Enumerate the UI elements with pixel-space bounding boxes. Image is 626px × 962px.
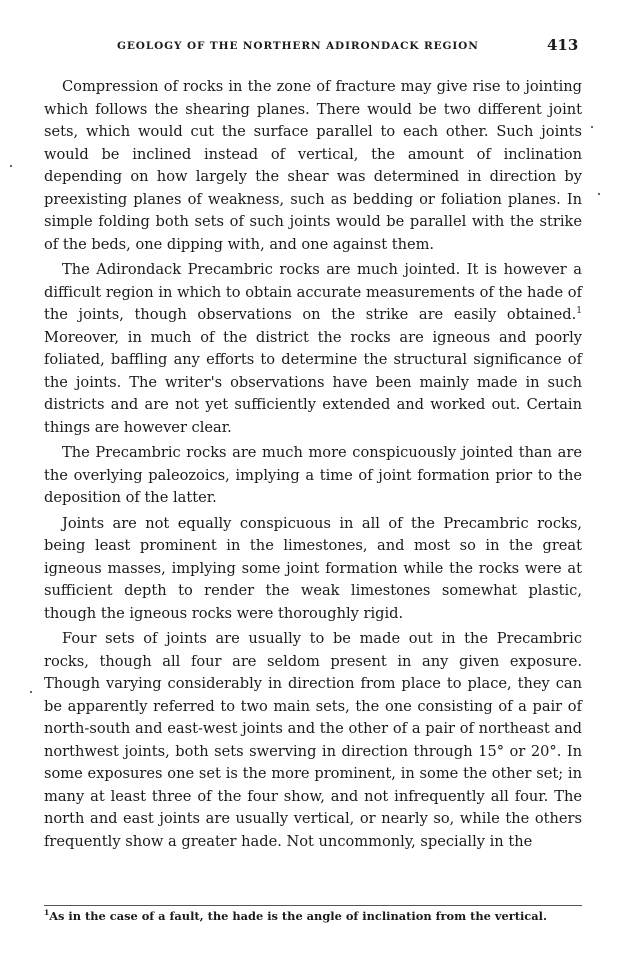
running-head: GEOLOGY OF THE NORTHERN ADIRONDACK REGION — [117, 40, 479, 52]
body-text — [44, 76, 582, 856]
paragraph-four-sets: Four sets of joints are usually to be made out in the Precambric rocks, though all four are seldom present in any given exposure. Though varying considerably in direction from place to place, they can be apparently referred to two main sets, the one consisting of a pair of north-south and east-west joints and the other of a pair of northeast and northwest joints, both sets swerving in direction through 15° or 20°. In some exposures one set is the more prominent, in some the other set; in many at least three of the four show, and not infrequently all four. The north and east joints are usually vertical, or nearly so, while the others frequently show a greater hade. Not uncommonly, specially in the — [44, 630, 582, 850]
scan-speck — [591, 126, 593, 128]
scan-speck — [30, 691, 32, 693]
scan-speck — [10, 165, 12, 167]
paragraph-unequal-joints: Joints are not equally conspicuous in all of the Precambric rocks, being least prominent in the limestones, and most so in the great igneous masses, implying some joint formation while the rocks were at sufficient depth to render the weak limestones somewhat plastic, though the igneous rocks were thoroughly rigid. — [44, 514, 582, 622]
footnote-mark: 1 — [44, 908, 50, 918]
paragraph-conspicuous-jointing: The Precambric rocks are much more conspicuously jointed than are the overlying paleozoics, implying a time of joint formation prior to the deposition of the latter. — [44, 444, 582, 506]
scan-speck — [598, 193, 600, 195]
footnote — [44, 908, 582, 925]
paragraph-text: The Adirondack Precambric rocks are much jointed. It is however a difficult region in which to obtain accurate measurements of the hade of the joints, though observations on the strike are easily obtained. — [44, 261, 582, 323]
paragraph-compression: Compression of rocks in the zone of fracture may give rise to jointing which follows the shearing planes. There would be two different joint sets, which would cut the surface parallel to each other. Such joints would be inclined instead of vertical, the amount of inclination depending on how largely the shear was determined in direction by preexisting planes of weakness, such as bedding or foliation planes. In simple folding both sets of such joints would be parallel with the strike of the beds, one dipping with, and one against them. — [44, 78, 582, 253]
footnote-divider — [44, 905, 582, 906]
paragraph-text: Moreover, in much of the district the rocks are igneous and poorly foliated, baffling any efforts to determine the structural significance of the joints. The writer's observations have been mainly made in such districts and are not yet sufficiently extended and worked out. Certain things are however clear. — [44, 328, 582, 436]
footnote-reference[interactable]: 1 — [576, 306, 582, 317]
footnote-text: As in the case of a fault, the hade is the angle of inclination from the vertical. — [49, 909, 547, 923]
paragraph-adirondack-jointing — [44, 259, 582, 439]
page-number: 413 — [547, 36, 579, 54]
